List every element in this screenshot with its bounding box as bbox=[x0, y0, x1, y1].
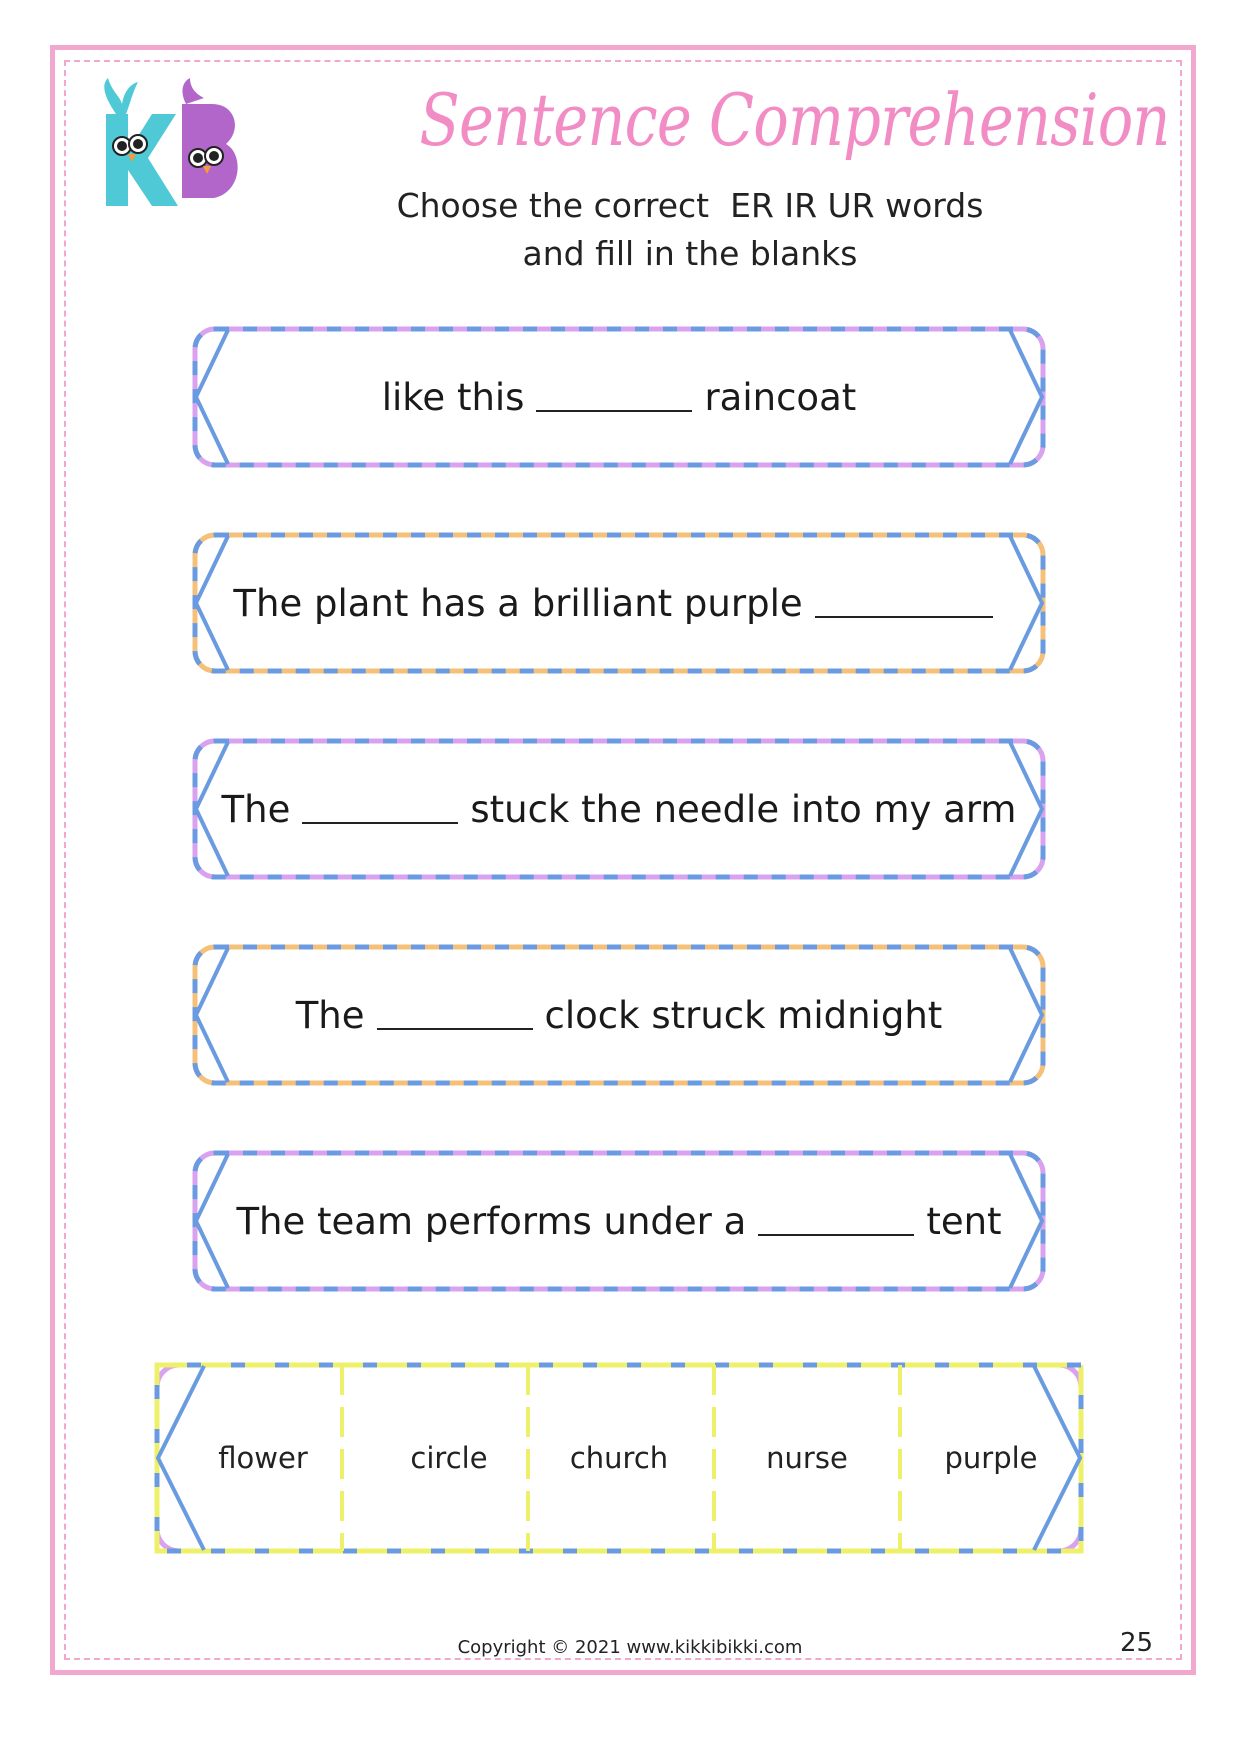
copyright-text: Copyright © 2021 www.kikkibikki.com bbox=[457, 1637, 803, 1658]
answer-blank[interactable] bbox=[758, 1206, 914, 1236]
instruction-line-2: and fill in the blanks bbox=[522, 234, 858, 273]
answer-blank[interactable] bbox=[536, 382, 692, 412]
sentence-text bbox=[192, 944, 1046, 1086]
sentence-before: The team performs under a bbox=[236, 1199, 747, 1243]
sentence-after: clock struck midnight bbox=[544, 993, 943, 1037]
kb-logo-icon bbox=[86, 74, 246, 214]
sentence-row-4 bbox=[192, 944, 1046, 1086]
word-bank-item[interactable]: flower bbox=[218, 1441, 308, 1475]
word-bank-item[interactable]: nurse bbox=[766, 1441, 848, 1475]
sentence-text bbox=[192, 532, 1046, 674]
sentence-row-5 bbox=[192, 1150, 1046, 1292]
sentence-after: raincoat bbox=[704, 375, 857, 419]
sentence-row-1 bbox=[192, 326, 1046, 468]
word-bank-item[interactable]: circle bbox=[410, 1441, 488, 1475]
answer-blank[interactable] bbox=[302, 794, 458, 824]
page-number: 25 bbox=[1120, 1628, 1154, 1658]
sentence-after: stuck the needle into my arm bbox=[470, 787, 1017, 831]
sentence-row-2 bbox=[192, 532, 1046, 674]
sentence-before: like this bbox=[381, 375, 525, 419]
instruction-line-1: Choose the correct ER IR UR words bbox=[396, 186, 984, 225]
instructions bbox=[340, 182, 1040, 278]
page-title: Sentence Comprehension bbox=[419, 78, 1170, 162]
sentence-before: The plant has a brilliant purple bbox=[233, 581, 803, 625]
answer-blank[interactable] bbox=[815, 588, 993, 618]
answer-blank[interactable] bbox=[377, 1000, 533, 1030]
sentence-before: The bbox=[221, 787, 291, 831]
sentence-text bbox=[192, 326, 1046, 468]
sentence-row-3 bbox=[192, 738, 1046, 880]
sentence-text bbox=[192, 1150, 1046, 1292]
word-bank-item[interactable]: purple bbox=[944, 1441, 1038, 1475]
sentence-after: tent bbox=[926, 1199, 1002, 1243]
sentence-text bbox=[192, 738, 1046, 880]
sentence-before: The bbox=[295, 993, 365, 1037]
word-bank-item[interactable]: church bbox=[569, 1441, 669, 1475]
word-bank bbox=[154, 1362, 1084, 1554]
